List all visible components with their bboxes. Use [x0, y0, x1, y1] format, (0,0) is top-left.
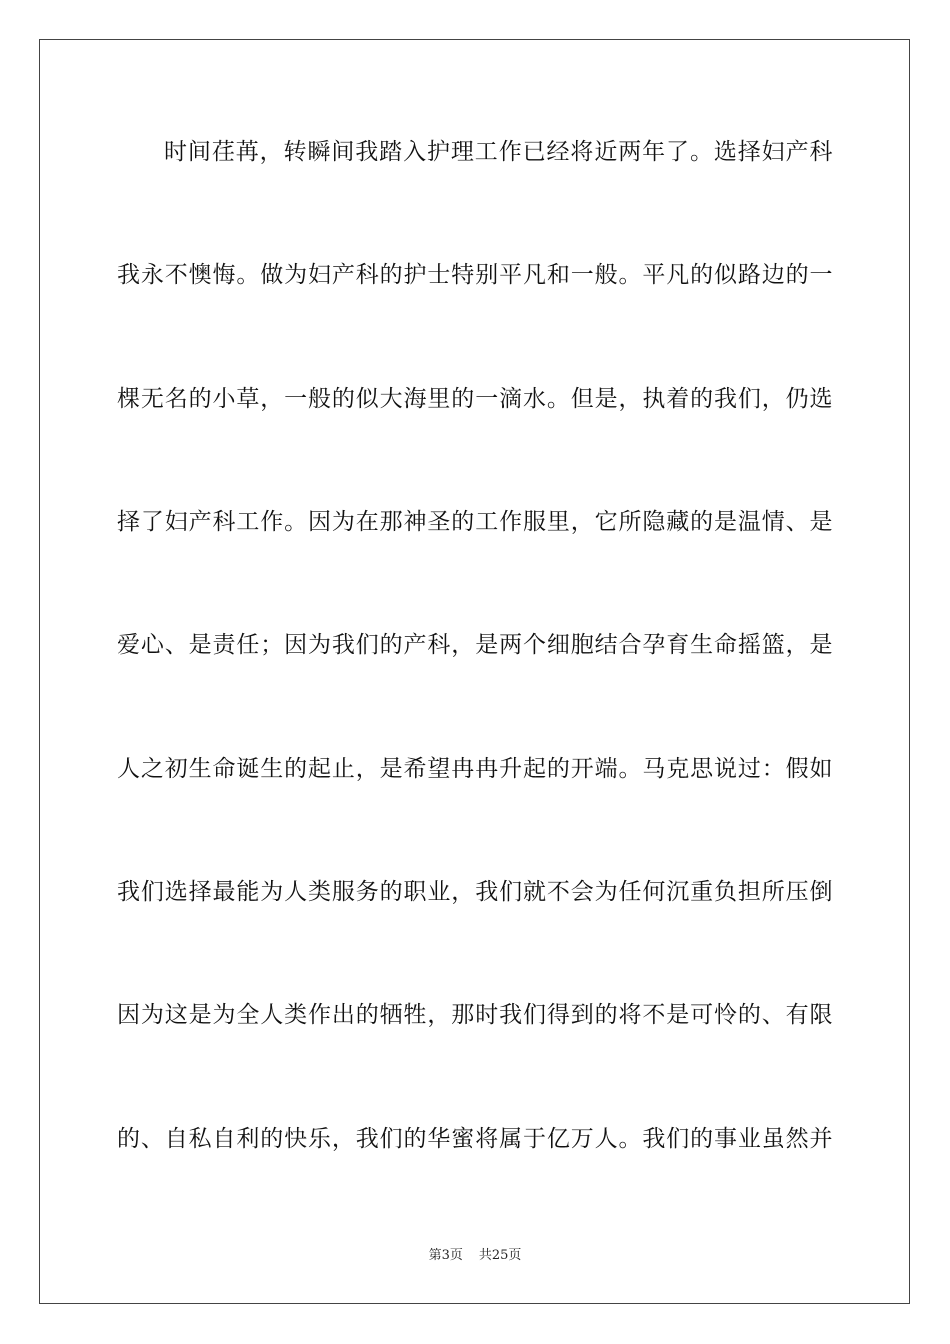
paragraph-line-4: 择了妇产科工作。因为在那神圣的工作服里，它所隐藏的是温情、是: [117, 509, 833, 535]
paragraph-line-9: 的、自私自利的快乐，我们的华蜜将属于亿万人。我们的事业虽然并: [117, 1126, 833, 1152]
paragraph-line-5: 爱心、是责任；因为我们的产科，是两个细胞结合孕育生命摇篮，是: [117, 632, 833, 658]
paragraph-line-6: 人之初生命诞生的起止，是希望冉冉升起的开端。马克思说过：假如: [117, 756, 833, 782]
page-border: [39, 39, 910, 1304]
page-footer: [0, 1247, 950, 1265]
paragraph-line-7: 我们选择最能为人类服务的职业，我们就不会为任何沉重负担所压倒: [117, 879, 833, 905]
page-number: 第3页: [428, 1248, 463, 1263]
paragraph-line-3: 棵无名的小草，一般的似大海里的一滴水。但是，执着的我们，仍选: [117, 386, 833, 412]
page-total: 共25页: [478, 1248, 522, 1263]
paragraph-line-2: 我永不懊悔。做为妇产科的护士特别平凡和一般。平凡的似路边的一: [117, 262, 833, 288]
paragraph-line-8: 因为这是为全人类作出的牺牲，那时我们得到的将不是可怜的、有限: [117, 1002, 833, 1028]
paragraph-line-1: 时间荏苒，转瞬间我踏入护理工作已经将近两年了。选择妇产科: [164, 139, 833, 165]
